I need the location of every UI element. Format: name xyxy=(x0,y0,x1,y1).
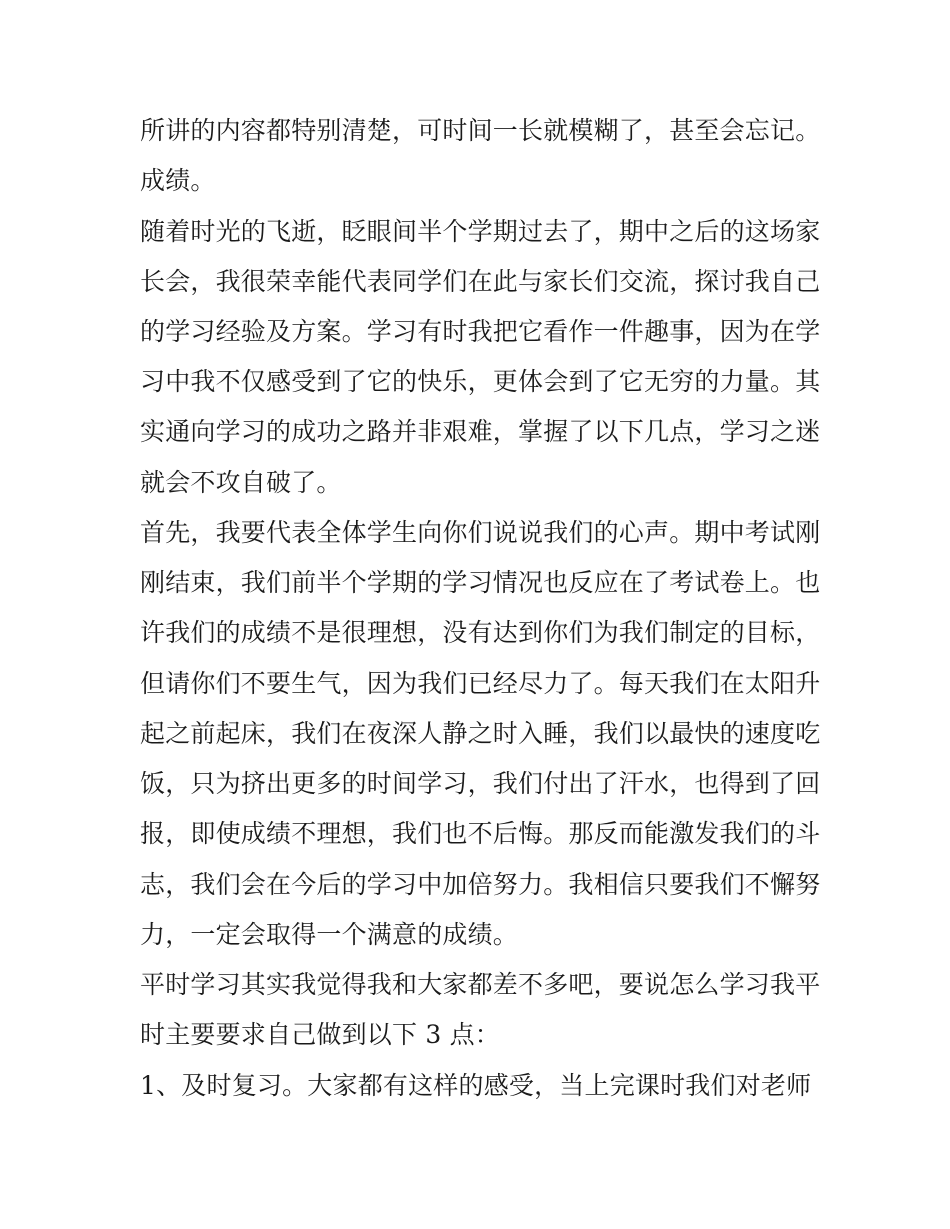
text-line: 所讲的内容都特别清楚，可时间一长就模糊了，甚至会忘记。 xyxy=(140,116,821,145)
text-line: 长会，我很荣幸能代表同学们在此与家长们交流，探讨我自己 xyxy=(140,267,821,296)
text-line: 力，一定会取得一个满意的成绩。 xyxy=(140,920,519,949)
text-line: 成绩。 xyxy=(140,166,216,195)
text-line: 刚结束，我们前半个学期的学习情况也反应在了考试卷上。也 xyxy=(140,568,821,597)
text-line: 实通向学习的成功之路并非艰难，掌握了以下几点，学习之迷 xyxy=(140,417,821,446)
text-line: 1、及时复习。大家都有这样的感受，当上完课时我们对老师 xyxy=(140,1071,812,1100)
text-line: 习中我不仅感受到了它的快乐，更体会到了它无穷的力量。其 xyxy=(140,367,821,396)
text-line: 首先，我要代表全体学生向你们说说我们的心声。期中考试刚 xyxy=(140,518,821,547)
text-line: 但请你们不要生气，因为我们已经尽力了。每天我们在太阳升 xyxy=(140,669,821,698)
text-line: 的学习经验及方案。学习有时我把它看作一件趣事，因为在学 xyxy=(140,317,821,346)
text-line: 起之前起床，我们在夜深人静之时入睡，我们以最快的速度吃 xyxy=(140,719,821,748)
text-line: 随着时光的飞逝，眨眼间半个学期过去了，期中之后的这场家 xyxy=(140,217,821,246)
text-line: 平时学习其实我觉得我和大家都差不多吧，要说怎么学习我平 xyxy=(140,970,821,999)
text-line: 志，我们会在今后的学习中加倍努力。我相信只要我们不懈努 xyxy=(140,870,821,899)
text-line: 饭，只为挤出更多的时间学习，我们付出了汗水，也得到了回 xyxy=(140,769,821,798)
text-line: 时主要要求自己做到以下 3 点： xyxy=(140,1020,501,1049)
text-line: 就会不攻自破了。 xyxy=(140,468,342,497)
text-line: 报，即使成绩不理想，我们也不后悔。那反而能激发我们的斗 xyxy=(140,819,821,848)
text-line: 许我们的成绩不是很理想，没有达到你们为我们制定的目标， xyxy=(140,618,821,647)
